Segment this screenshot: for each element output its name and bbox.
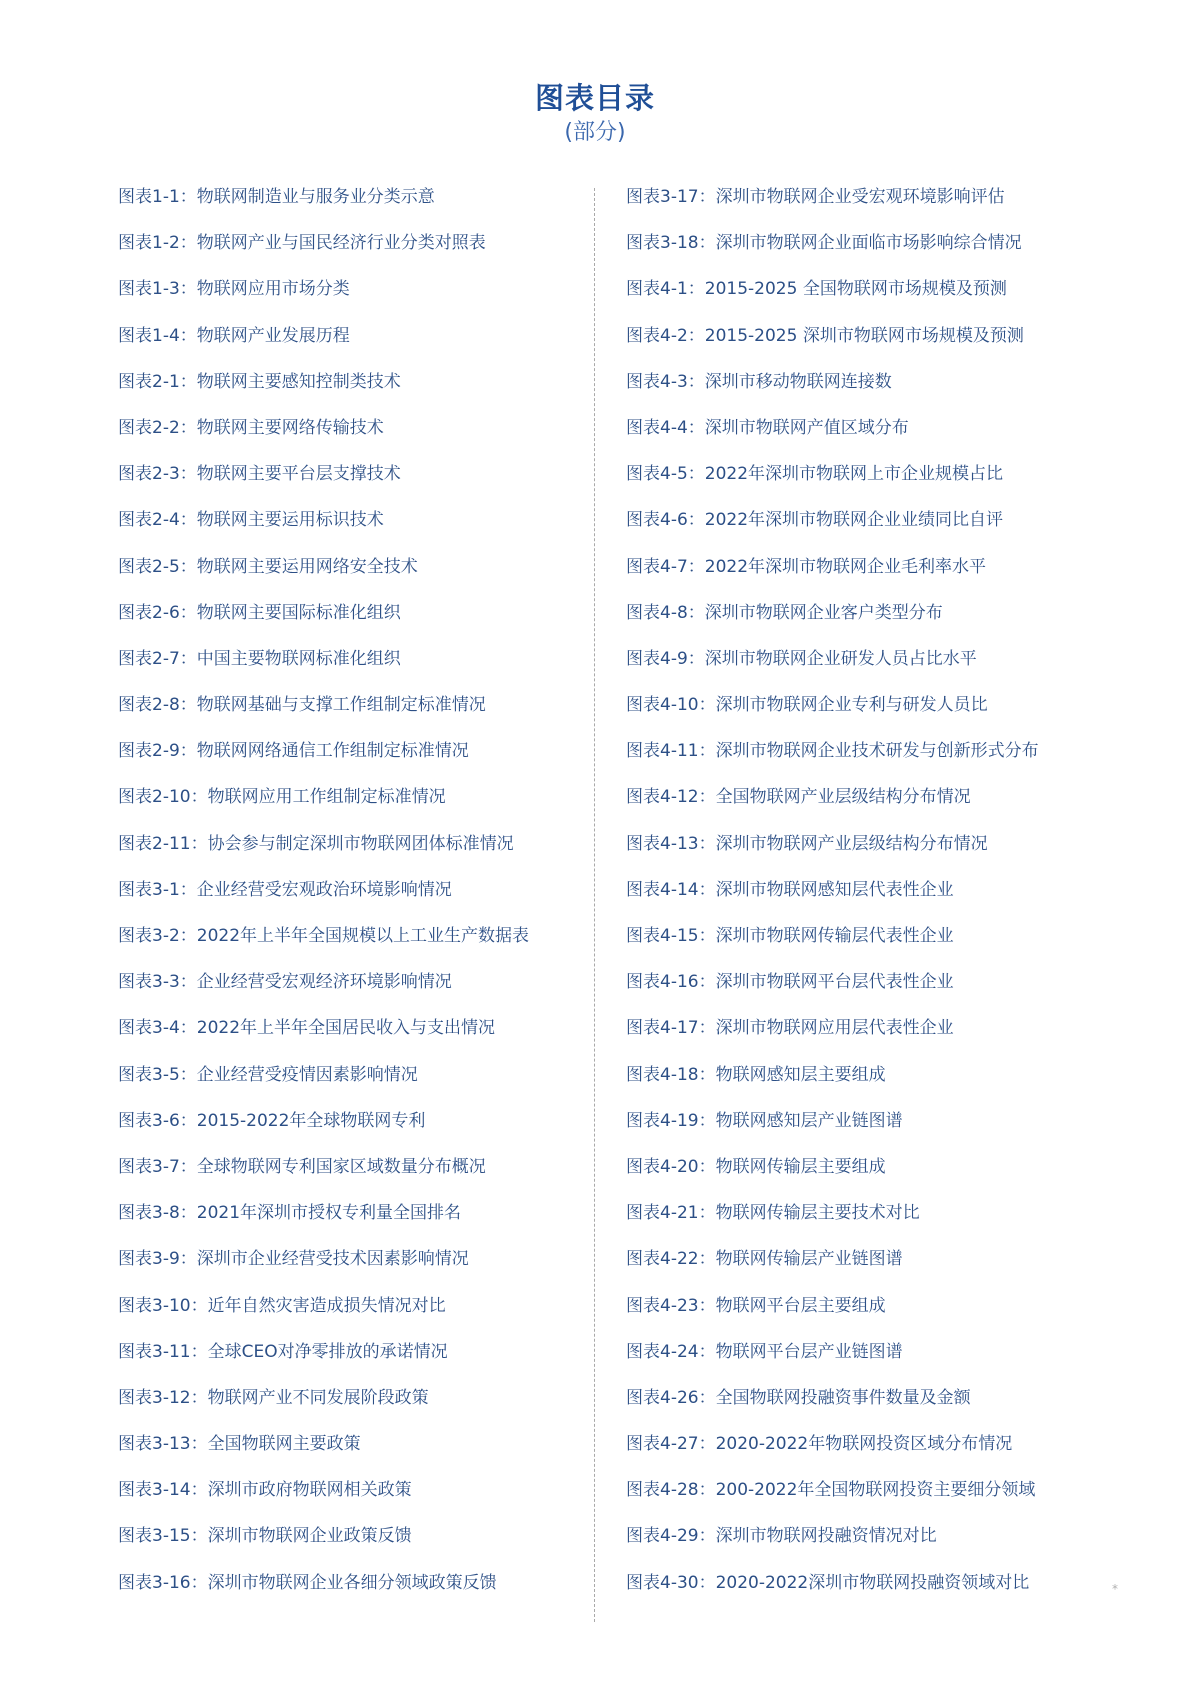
toc-entry[interactable]: 图表4-27：2020-2022年物联网投资区域分布情况	[626, 1434, 1013, 1455]
toc-entry[interactable]: 图表3-18：深圳市物联网企业面临市场影响综合情况	[626, 233, 1022, 254]
toc-entry[interactable]: 图表4-19：物联网感知层产业链图谱	[626, 1110, 903, 1131]
toc-entry[interactable]: 图表4-20：物联网传输层主要组成	[626, 1156, 886, 1177]
toc-entry[interactable]: 图表4-21：物联网传输层主要技术对比	[626, 1203, 920, 1224]
toc-entry[interactable]: 图表1-1：物联网制造业与服务业分类示意	[118, 187, 435, 207]
toc-entry[interactable]: 图表4-10：深圳市物联网企业专利与研发人员比	[626, 695, 988, 716]
toc-entry[interactable]: 图表3-14：深圳市政府物联网相关政策	[118, 1480, 412, 1501]
toc-entry[interactable]: 图表4-3：深圳市移动物联网连接数	[626, 371, 892, 392]
toc-entry[interactable]: 图表2-3：物联网主要平台层支撑技术	[118, 464, 401, 485]
toc-entry[interactable]: 图表3-2：2022年上半年全国规模以上工业生产数据表	[118, 926, 530, 946]
toc-entry[interactable]: 图表2-1：物联网主要感知控制类技术	[118, 371, 401, 392]
toc-entry[interactable]: 图表4-28：200-2022年全国物联网投资主要细分领域	[626, 1480, 1036, 1501]
toc-entry[interactable]: 图表4-12：全国物联网产业层级结构分布情况	[626, 787, 971, 808]
toc-entry[interactable]: 图表2-11：协会参与制定深圳市物联网团体标准情况	[118, 833, 514, 854]
toc-entry[interactable]: 图表4-1：2015-2025 全国物联网市场规模及预测	[626, 279, 1007, 300]
toc-entry[interactable]: 图表2-10：物联网应用工作组制定标准情况	[118, 787, 446, 808]
column-divider	[594, 188, 595, 1622]
toc-entry[interactable]: 图表4-11：深圳市物联网企业技术研发与创新形式分布	[626, 741, 1039, 762]
toc-entry[interactable]: 图表1-4：物联网产业发展历程	[118, 325, 350, 346]
toc-entry[interactable]: 图表3-6：2015-2022年全球物联网专利	[118, 1110, 426, 1131]
corner-mark: *	[1112, 1582, 1118, 1596]
page-subtitle: (部分)	[564, 120, 626, 145]
toc-entry[interactable]: 图表4-29：深圳市物联网投融资情况对比	[626, 1526, 937, 1547]
toc-entry[interactable]: 图表3-3：企业经营受宏观经济环境影响情况	[118, 972, 452, 993]
toc-entry[interactable]: 图表3-4：2022年上半年全国居民收入与支出情况	[118, 1018, 496, 1039]
toc-entry[interactable]: 图表4-22：物联网传输层产业链图谱	[626, 1249, 903, 1270]
toc-entry[interactable]: 图表4-8：深圳市物联网企业客户类型分布	[626, 602, 943, 623]
toc-left-column	[118, 174, 588, 1606]
toc-entry[interactable]: 图表2-4：物联网主要运用标识技术	[118, 510, 384, 531]
page-header	[0, 78, 1190, 148]
toc-entry[interactable]: 图表4-15：深圳市物联网传输层代表性企业	[626, 926, 954, 946]
toc-entry[interactable]: 图表3-13：全国物联网主要政策	[118, 1434, 361, 1455]
toc-entry[interactable]: 图表3-7：全球物联网专利国家区域数量分布概况	[118, 1156, 486, 1177]
toc-entry[interactable]: 图表3-9：深圳市企业经营受技术因素影响情况	[118, 1249, 469, 1270]
toc-right-column	[626, 174, 1096, 1606]
toc-entry[interactable]: 图表4-4：深圳市物联网产值区域分布	[626, 417, 909, 438]
toc-entry[interactable]: 图表4-13：深圳市物联网产业层级结构分布情况	[626, 833, 988, 854]
toc-entry[interactable]: 图表4-9：深圳市物联网企业研发人员占比水平	[626, 648, 977, 669]
toc-entry[interactable]: 图表4-24：物联网平台层产业链图谱	[626, 1341, 903, 1362]
toc-entry[interactable]: 图表4-5：2022年深圳市物联网上市企业规模占比	[626, 464, 1004, 485]
toc-entry[interactable]: 图表3-5：企业经营受疫情因素影响情况	[118, 1064, 418, 1085]
toc-entry[interactable]: 图表2-2：物联网主要网络传输技术	[118, 417, 384, 438]
toc-entry[interactable]: 图表2-9：物联网网络通信工作组制定标准情况	[118, 741, 469, 762]
page-title: 图表目录	[534, 81, 655, 115]
toc-entry[interactable]: 图表1-2：物联网产业与国民经济行业分类对照表	[118, 233, 486, 254]
toc-entry[interactable]: 图表4-14：深圳市物联网感知层代表性企业	[626, 879, 954, 900]
toc-entry[interactable]: 图表4-7：2022年深圳市物联网企业毛利率水平	[626, 556, 987, 577]
toc-entry[interactable]: 图表1-3：物联网应用市场分类	[118, 279, 350, 300]
toc-entry[interactable]: 图表4-30：2020-2022深圳市物联网投融资领域对比	[626, 1572, 1030, 1593]
toc-entry[interactable]: 图表3-15：深圳市物联网企业政策反馈	[118, 1526, 412, 1547]
toc-entry[interactable]: 图表4-18：物联网感知层主要组成	[626, 1064, 886, 1085]
toc-entry[interactable]: 图表3-1：企业经营受宏观政治环境影响情况	[118, 879, 452, 900]
toc-entry[interactable]: 图表2-6：物联网主要国际标准化组织	[118, 602, 401, 623]
toc-entry[interactable]: 图表2-8：物联网基础与支撑工作组制定标准情况	[118, 695, 486, 716]
toc-entry[interactable]: 图表4-2：2015-2025 深圳市物联网市场规模及预测	[626, 325, 1024, 346]
toc-entry[interactable]: 图表4-26：全国物联网投融资事件数量及金额	[626, 1387, 971, 1408]
toc-entry[interactable]: 图表3-8：2021年深圳市授权专利量全国排名	[118, 1203, 462, 1224]
toc-entry[interactable]: 图表3-10：近年自然灾害造成损失情况对比	[118, 1295, 446, 1316]
toc-entry[interactable]: 图表2-7：中国主要物联网标准化组织	[118, 648, 401, 669]
toc-entry[interactable]: 图表2-5：物联网主要运用网络安全技术	[118, 556, 418, 577]
toc-entry[interactable]: 图表3-11：全球CEO对净零排放的承诺情况	[118, 1341, 448, 1362]
toc-entry[interactable]: 图表4-16：深圳市物联网平台层代表性企业	[626, 972, 954, 993]
toc-entry[interactable]: 图表3-12：物联网产业不同发展阶段政策	[118, 1387, 429, 1408]
toc-entry[interactable]: 图表4-17：深圳市物联网应用层代表性企业	[626, 1018, 954, 1039]
toc-entry[interactable]: 图表3-17：深圳市物联网企业受宏观环境影响评估	[626, 187, 1005, 207]
toc-entry[interactable]: 图表4-23：物联网平台层主要组成	[626, 1295, 886, 1316]
toc-entry[interactable]: 图表4-6：2022年深圳市物联网企业业绩同比自评	[626, 510, 1004, 531]
toc-entry[interactable]: 图表3-16：深圳市物联网企业各细分领域政策反馈	[118, 1572, 497, 1593]
